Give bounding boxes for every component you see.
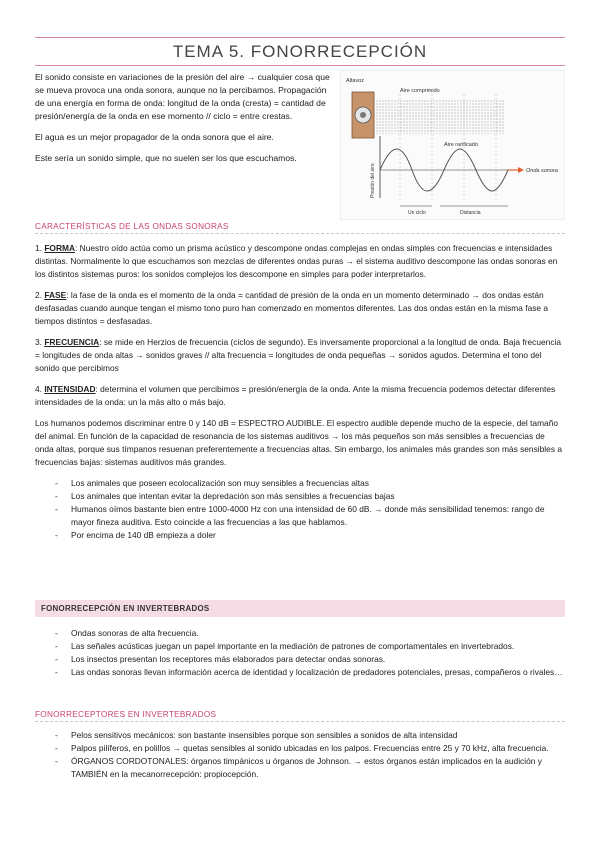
intensidad-term: INTENSIDAD xyxy=(44,384,96,394)
list-item: - Los insectos presentan los receptores más elaborados para detectar ondas sonoras. xyxy=(55,653,565,666)
title-block xyxy=(35,37,565,66)
humanos-paragraph: Los humanos podemos discriminar entre 0 y 140 dB = ESPECTRO AUDIBLE. El espectro audible depende mucho de la especie, del tamaño del animal. En función de la capacidad de resonancia de los sistemas auditivos → los más pequeños son más sensibles a frecuencias de onda altas, porque sus tímpanos resuenan preferentemente a frecuencias altas. Sin embargo, los animales más grandes son más sensibles a frecuencias bajas: sistemas auditivos más grandes. xyxy=(35,418,562,467)
fase-paragraph: 2. FASE: la fase de la onda es el momento de la onda = cantidad de presión de la onda en un momento determinado → dos ondas están desfasadas cuando aunque tengan el mismo tono puro han comenzado en momentos diferentes. Las dos ondas están en la misma fase a tiempos distintos = desfasadas. xyxy=(35,290,549,326)
list-item: - Ondas sonoras de alta frecuencia. xyxy=(55,627,565,640)
list-item: - Los animales que intentan evitar la depredación son más sensibles a frecuencias bajas xyxy=(55,490,565,503)
section-heading-band: FONORRECEPCIÓN EN INVERTEBRADOS xyxy=(35,600,565,617)
aire-comprimido-label: Aire comprimido xyxy=(400,88,440,94)
ciclo-label: Un ciclo xyxy=(408,210,426,216)
page-title: TEMA 5. FONORRECEPCIÓN xyxy=(172,42,428,61)
invertebrados-list xyxy=(35,627,565,679)
title-top-rule xyxy=(35,37,565,38)
invertebrados-body xyxy=(35,627,565,679)
section-heading: CARACTERÍSTICAS DE LAS ONDAS SONORAS xyxy=(35,222,565,234)
sound-wave-figure xyxy=(340,70,565,220)
list-item: - ÓRGANOS CORDOTONALES: órganos timpánicos u órganos de Johnson. → estos órganos están implicados en la audición y TAMBIÉN en la mecanorrecepción: propiocepción. xyxy=(55,755,565,781)
title-bottom-rule xyxy=(35,65,565,66)
list-item: - Palpos pilíferos, en polillos → quetas sensibles al sonido ubicadas en los palpos. Frecuencias entre 25 y 70 kHz, alta frecuencia. xyxy=(55,742,565,755)
receptores-body xyxy=(35,729,565,781)
intro-paragraph: El agua es un mejor propagador de la onda sonora que el aire. xyxy=(35,132,274,142)
presion-label: Presión del aire xyxy=(370,163,376,198)
characteristics-body xyxy=(35,242,565,542)
list-item: - Las ondas sonoras llevan información acerca de identidad y localización de predadores potenciales, presas, compañeros o rivales… xyxy=(55,666,565,679)
forma-term: FORMA xyxy=(44,243,76,253)
intro-paragraph: El sonido consiste en variaciones de la presión del aire → cualquier cosa que se mueva provoca una onda sonora, aunque no la percibamos. Propagación de una energía en forma de onda: longitud de la onda (cresta) = cantidad de presión/energía de la onda en ese momento // ciclo = entre crestas. xyxy=(35,72,330,121)
section-heading: FONORRECEPTORES EN INVERTEBRADOS xyxy=(35,710,565,722)
intensidad-paragraph: 4. INTENSIDAD: determina el volumen que percibimos = presión/energía de la onda. Ante la misma frecuencia podemos detectar diferentes intensidades de la onda: un la más alto o más bajo. xyxy=(35,384,556,407)
aire-rarificado-label: Aire rarificado xyxy=(444,142,478,148)
sensitivity-list xyxy=(35,477,565,542)
frecuencia-term: FRECUENCIA xyxy=(44,337,100,347)
sound-wave-diagram xyxy=(340,70,565,220)
frecuencia-paragraph: 3. FRECUENCIA: se mide en Herzios de frecuencia (ciclos de segundo). Es inversamente proporcional a la longitud de onda. Baja frecuencia = longitudes de onda altas → sonidos graves // alta frecuencia = longitudes de onda pequeñas → sonidos agudos. Determina el tono del sonido que percibimos xyxy=(35,337,562,373)
air-particles xyxy=(375,100,505,134)
altavoz-label: Altavoz xyxy=(346,78,365,84)
distancia-label: Distancia xyxy=(460,210,481,216)
fase-term: FASE xyxy=(44,290,67,300)
intro-paragraph: Este sería un sonido simple, que no suelen ser los que escuchamos. xyxy=(35,153,297,163)
list-item: - Las señales acústicas juegan un papel importante en la mediación de patrones de comportamentales en invertebrados. xyxy=(55,640,565,653)
list-item: - Los animales que poseen ecolocalización son muy sensibles a frecuencias altas xyxy=(55,477,565,490)
list-item: - Pelos sensitivos mecánicos: son bastante insensibles porque son sensibles a sonidos de alta intensidad xyxy=(55,729,565,742)
list-item: - Por encima de 140 dB empieza a doler xyxy=(55,529,565,542)
list-item: - Humanos oímos bastante bien entre 1000-4000 Hz con una intensidad de 60 dB. → donde más sensibilidad tenemos: rango de mayor fineza auditiva. Esto coincide a las frecuencias a las que hablamos. xyxy=(55,503,565,529)
onda-sonora-label: Onda sonora xyxy=(526,168,558,174)
speaker-icon xyxy=(352,92,374,138)
receptores-list xyxy=(35,729,565,781)
intro-text xyxy=(35,71,335,173)
forma-paragraph: 1. FORMA: Nuestro oído actúa como un prisma acústico y descompone ondas complejas en ondas simples con frecuencias e intensidades distintas. Normalmente lo que escuchamos son mezclas de diferentes ondas puras → el sistema auditivo descompone las ondas sonoras en los distintos sistemas puros: los sonidos complejos los descompone en simples para poder interpretarlos. xyxy=(35,243,558,279)
